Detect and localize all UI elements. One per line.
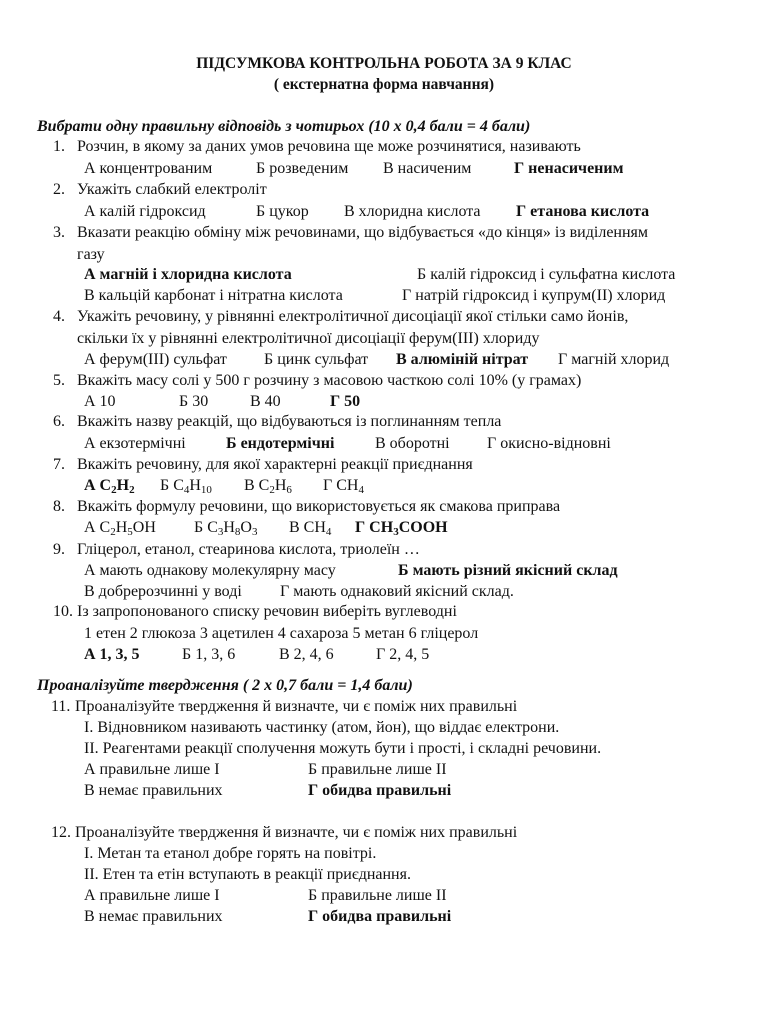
option-d: Г магній хлорид [558,351,670,368]
question-number: 6. [53,413,65,430]
option-a: А мають однакову молекулярну масу [84,562,336,579]
option-c: В оборотні [375,435,450,452]
question-5 [53,370,743,392]
option-d: Г окисно-відновні [487,435,611,452]
option-a-correct: А $C_2H_2$ [84,477,135,496]
option-c: В $CH_4$ [289,519,332,538]
option-b: Б калій гідроксид і сульфатна кислота [417,266,676,283]
question-6 [53,411,743,433]
option-c: В хлоридна кислота [344,203,481,220]
question-number: 10. [53,603,73,620]
option-d: Г мають однаковий якісний склад. [280,583,514,600]
option-c: В немає правильних [84,782,223,799]
question-number: 9. [53,541,65,558]
question-8 [53,496,743,518]
statement-1: І. Метан та етанол добре горять на повітрі. [84,845,377,862]
question-text: Вказати реакцію обміну між речовинами, що відбувається «до кінця» із виділенням [77,224,649,241]
option-a: А екзотермічні [84,435,186,452]
question-number: 5. [53,372,65,389]
option-b: Б правильне лише ІІ [308,887,447,904]
option-c: В кальцій карбонат і нітратна кислота [84,287,343,304]
question-text: Вкажіть назву реакцій, що відбуваються із поглинанням тепла [77,413,502,430]
option-d-correct: Г $CH_3COOH$ [355,519,448,538]
option-b-correct: Б мають різний якісний склад [398,562,618,579]
option-d: Г 2, 4, 5 [376,646,430,663]
option-b: Б розведеним [256,160,349,177]
option-c: В 40 [250,393,281,410]
option-c: В добрерозчинні у воді [84,583,242,600]
question-number: 2. [53,181,65,198]
question-text: Укажіть слабкий електроліт [77,181,267,198]
option-a: А правильне лише І [84,761,220,778]
question-10 [53,601,743,623]
question-2 [53,179,743,201]
page-subtitle: ( екстернатна форма навчання) [273,76,495,93]
question-number: 4. [53,308,65,325]
statement-1: І. Відновником називають частинку (атом, йон), що віддає електрони. [84,719,560,736]
option-c-correct: В алюміній нітрат [396,351,529,368]
question-number: 11. [51,698,71,715]
question-12 [53,822,743,844]
option-d: Г натрій гідроксид і купрум(ІІ) хлорид [402,287,666,304]
option-d-correct: Г обидва правильні [308,782,452,799]
option-a: А $C_2H_5OH$ [84,519,156,538]
question-text: Проаналізуйте твердження й визначте, чи є поміж них правильні [75,824,518,841]
option-b: Б $C_4H_{10}$ [160,477,212,496]
statement-2: ІІ. Реагентами реакції сполучення можуть бути і прості, і складні речовини. [84,740,602,757]
option-d-correct: Г 50 [330,393,361,410]
question-number: 12. [51,824,71,841]
section-heading-single-choice: Вибрати одну правильну відповідь з чотирьох (10 х 0,4 бали = 4 бали) [37,118,531,135]
option-a: А калій гідроксид [84,203,206,220]
option-a: А ферум(ІІІ) сульфат [84,351,227,368]
question-9 [53,539,743,561]
section-heading-statements: Проаналізуйте твердження ( 2 х 0,7 бали = 1,4 бали) [37,677,413,694]
option-a: А концентрованим [84,160,213,177]
question-text: Гліцерол, етанол, стеаринова кислота, триолеїн … [77,541,420,558]
option-d-correct: Г етанова кислота [516,203,650,220]
option-a: А правильне лише І [84,887,220,904]
option-c: В 2, 4, 6 [279,646,334,663]
question-text: Вкажіть речовину, для якої характерні реакції приєднання [77,456,473,473]
option-b: Б цукор [256,203,309,220]
question-text: Проаналізуйте твердження й визначте, чи є поміж них правильні [75,698,518,715]
question-number: 3. [53,224,65,241]
question-number: 1. [53,138,65,155]
statement-2: ІІ. Етен та етін вступають в реакції приєднання. [84,866,411,883]
question-text: Із запропонованого списку речовин виберіть вуглеводні [77,603,457,620]
option-d-correct: Г ненасиченим [514,160,624,177]
option-a-correct: А 1, 3, 5 [84,646,140,663]
question-3 [53,222,743,265]
question-4 [53,306,743,349]
option-d: Г $CH_4$ [323,477,364,496]
question-number: 7. [53,456,65,473]
option-c: В $C_2H_6$ [244,477,292,496]
question-text: Вкажіть масу солі у 500 г розчину з масовою часткою солі 10% (у грамах) [77,372,582,389]
option-b: Б правильне лише ІІ [308,761,447,778]
question-text: Укажіть речовину, у рівнянні електролітичної дисоціації якої стільки само йонів, [77,308,629,325]
question-1 [53,136,743,158]
substance-list: 1 етен 2 глюкоза 3 ацетилен 4 сахароза 5 метан 6 гліцерол [84,625,479,642]
option-d-correct: Г обидва правильні [308,908,452,925]
option-b: Б 1, 3, 6 [182,646,236,663]
option-c: В насиченим [383,160,472,177]
question-7 [53,454,743,476]
question-text: Розчин, в якому за даних умов речовина ще може розчинятися, називають [77,138,581,155]
question-text-continued: скільки їх у рівнянні електролітичної дисоціації ферум(ІІІ) хлориду [77,329,540,347]
option-b: Б $C_3H_8O_3$ [194,519,258,538]
page-title: ПІДСУМКОВА КОНТРОЛЬНА РОБОТА ЗА 9 КЛАС [196,55,572,72]
option-a-correct: А магній і хлоридна кислота [84,266,292,283]
option-b-correct: Б ендотермічні [226,435,335,452]
option-a: А 10 [84,393,116,410]
question-11 [53,696,743,718]
question-text-continued: газу [77,245,105,263]
option-c: В немає правильних [84,908,223,925]
option-b: Б цинк сульфат [264,351,369,368]
option-b: Б 30 [179,393,209,410]
question-number: 8. [53,498,65,515]
question-text: Вкажіть формулу речовини, що використовується як смакова приправа [77,498,561,515]
